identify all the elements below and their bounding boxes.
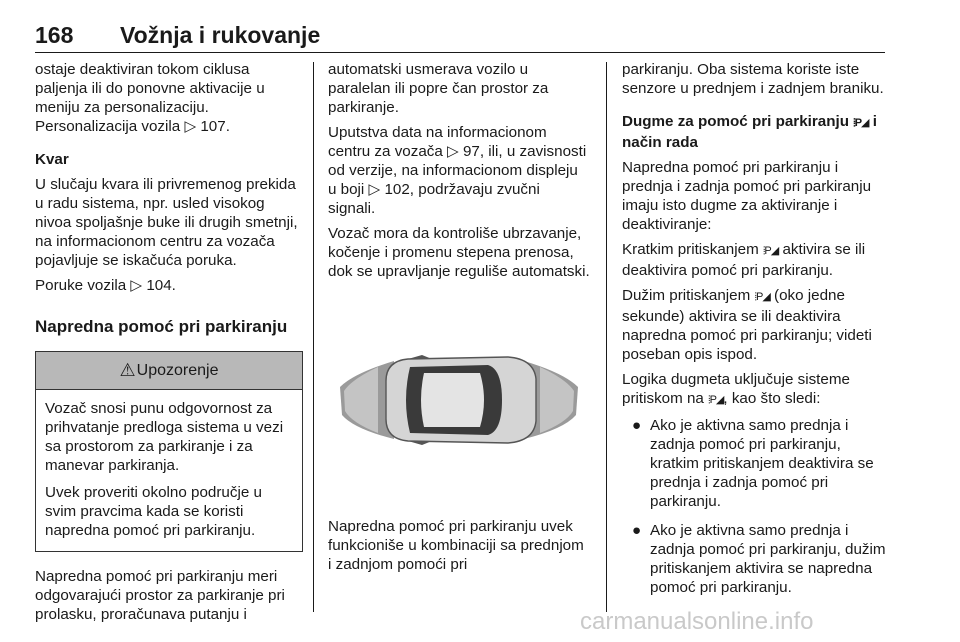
watermark: carmanualsonline.info	[580, 608, 814, 635]
paragraph	[328, 123, 590, 218]
paragraph-text: Logika dugmeta uključuje sisteme pritiskom na	[622, 371, 850, 407]
warning-text: Vozač snosi punu odgovornost za prihvatanje predloga sistema u vezi sa prostorom za parkiranje i za manevar parkiranja.	[45, 400, 284, 474]
list-item	[622, 416, 890, 511]
fault-paragraph: U slučaju kvara ili privremenog prekida u radu sistema, npr. usled visokog nivoa spoljašnje buke ili drugih smetnji, na informacionom centru za vozača pojavljuje se iskačuća poruka.	[35, 176, 298, 269]
warning-triangle-icon: ⚠	[119, 360, 136, 380]
page-number: 168	[35, 22, 74, 48]
heading-text: Dugme za pomoć pri parkiranju	[622, 113, 850, 130]
page-reference-arrow-icon: ▷	[184, 118, 197, 135]
paragraph: Vozač mora da kontroliše ubrzavanje, kočenje i promenu stepena prenosa, dok se upravljanje reguliše automatski.	[328, 225, 590, 280]
list-item	[622, 521, 890, 597]
page-reference: 107.	[200, 118, 230, 135]
paragraph: automatski usmerava vozilo u paralelan ili popre čan prostor za parkiranje.	[328, 61, 549, 116]
paragraph	[35, 60, 303, 136]
page-header	[35, 22, 925, 56]
parking-assist-button-icon: ⦙P◢	[762, 245, 779, 257]
paragraph-text: (oko jedne sekunde) aktivira se ili deaktivira napredna pomoć pri parkiranju; videti poseban opis ispod.	[622, 287, 872, 363]
paragraph-text: Uputstva data na informacionom centru za vozača	[328, 124, 547, 160]
fault-heading: Kvar	[35, 151, 69, 168]
parking-assist-button-icon: ⦙P◢	[754, 291, 770, 303]
bullet-icon: ●	[632, 417, 642, 434]
paragraph-text: aktivira se ili deaktivira pomoć pri parkiranju.	[622, 241, 866, 279]
paragraph: Napredna pomoć pri parkiranju meri odgovarajući prostor za parkiranje pri prolasku, proračunava putanju i	[35, 568, 285, 623]
paragraph-text: Dužim pritiskanjem	[622, 287, 751, 304]
bullet-icon: ●	[632, 522, 642, 539]
list-item-text: Ako je aktivna samo prednja i zadnja pomoć pri parkiranju, kratkim pritiskanjem deaktivira se prednja i zadnja pomoć pri parkiranju.	[650, 417, 874, 510]
warning-text: Uvek proveriti okolno područje u svim pravcima kada se koristi napredna pomoć pri parkiranju.	[45, 484, 262, 539]
paragraph	[622, 240, 890, 280]
warning-header	[36, 352, 302, 390]
column-divider	[606, 62, 607, 612]
paragraph-text: Poruke vozila	[35, 277, 127, 294]
chapter-title: Vožnja i rukovanje	[120, 22, 321, 48]
warning-body	[36, 390, 302, 551]
list-item-text: Ako je aktivna samo prednja i zadnja pomoć pri parkiranju, dužim pritiskanjem aktivira se napredna pomoć pri parkiranju.	[650, 522, 886, 596]
subsection-heading	[622, 112, 890, 152]
warning-box	[35, 351, 303, 552]
paragraph-text: 102, podržavaju zvučni signali.	[328, 181, 540, 217]
heading-text: i način rada	[622, 113, 877, 151]
parking-assist-button-icon: ⦙P◢	[708, 394, 724, 406]
car-top-view	[386, 355, 536, 445]
parking-sensor-illustration	[328, 295, 590, 507]
paragraph	[622, 286, 890, 364]
paragraph-text: Kratkim pritiskanjem	[622, 241, 759, 258]
paragraph	[622, 370, 890, 410]
paragraph: parkiranju. Oba sistema koriste iste senzore u prednjem i zadnjem braniku.	[622, 61, 884, 97]
page-reference-arrow-icon: ▷	[368, 181, 381, 198]
column-3	[622, 60, 890, 607]
paragraph-text: ostaje deaktiviran tokom ciklusa paljenja ili do ponovne aktivacije u meniju za personalizaciju. Personalizacija vozila	[35, 61, 265, 135]
page-reference-arrow-icon: ▷	[447, 143, 459, 160]
section-title: Napredna pomoć pri parkiranju	[35, 317, 288, 336]
paragraph	[35, 276, 303, 295]
column-divider	[313, 62, 314, 612]
paragraph: Napredna pomoć pri parkiranju i prednja i zadnja pomoć pri parkiranju imaju isto dugme za aktiviranje i deaktiviranje:	[622, 159, 872, 233]
header-divider	[35, 52, 885, 53]
column-1	[35, 60, 303, 630]
warning-title: Upozorenje	[136, 362, 219, 379]
paragraph-text: , kao što sledi:	[723, 390, 821, 407]
page-reference-arrow-icon: ▷	[130, 277, 143, 294]
parking-assist-button-icon: ⦙P◢	[853, 117, 869, 129]
page-reference: 104.	[146, 277, 176, 294]
paragraph: Napredna pomoć pri parkiranju uvek funkcioniše u kombinaciji sa prednjom i zadnjom pomoći pri	[328, 518, 584, 573]
column-2	[328, 60, 590, 580]
paragraph-text: 97, ili, u zavisnosti od verzije, na informacionom displeju u boji	[328, 143, 587, 198]
bullet-list	[622, 416, 890, 597]
